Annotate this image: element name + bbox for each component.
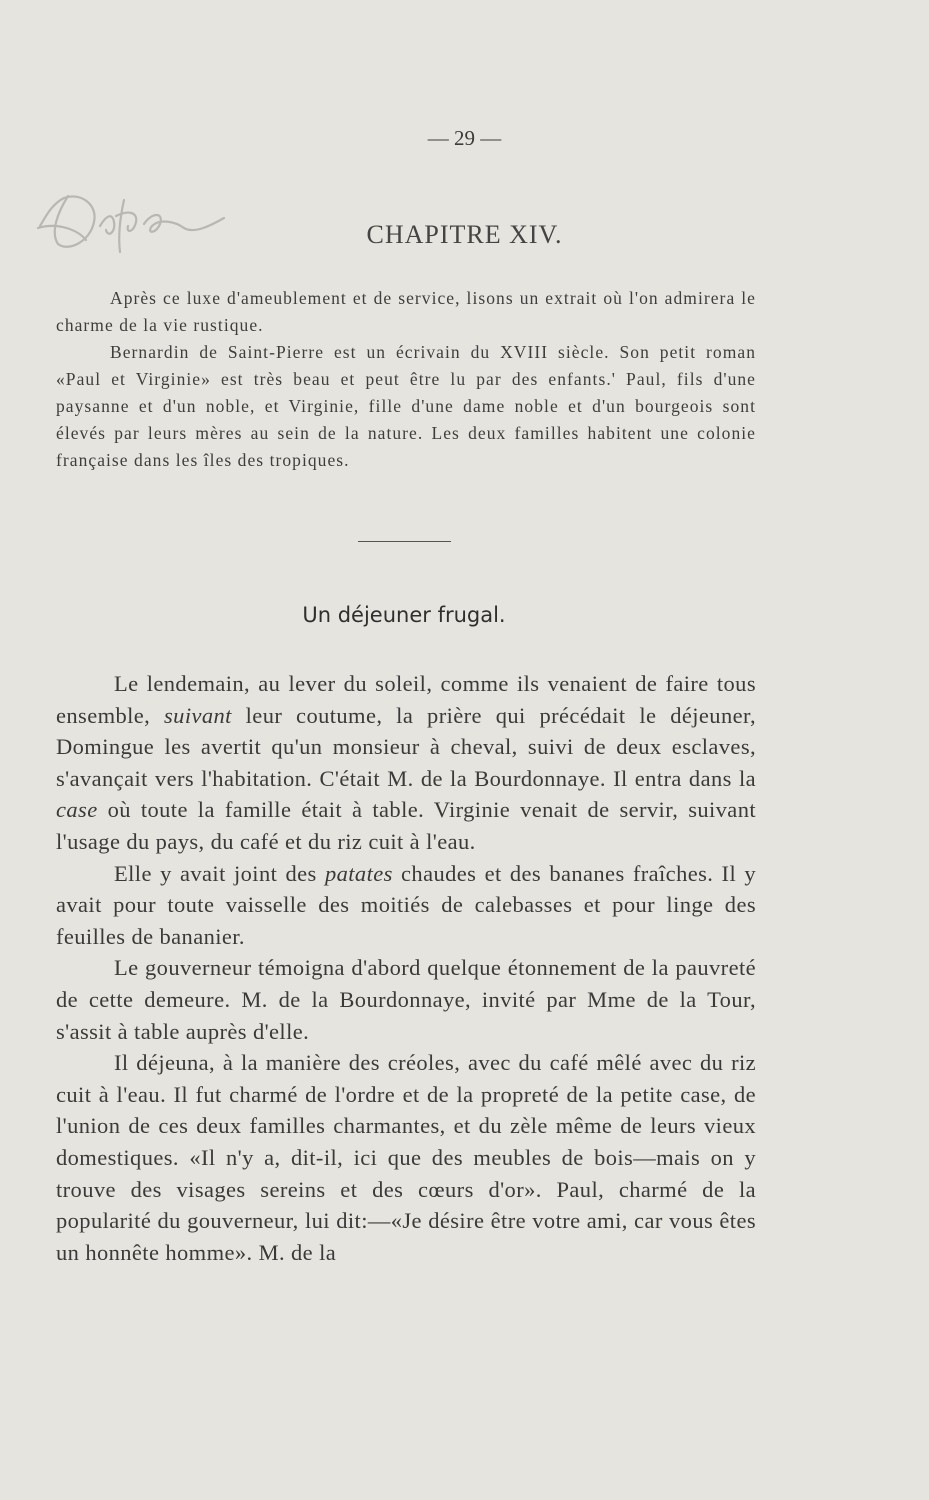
body-paragraph bbox=[56, 858, 756, 953]
italic-word: case bbox=[56, 797, 98, 823]
section-title: Un déjeuner frugal. bbox=[302, 603, 506, 627]
text-run: leur coutume, la prière qui précédait le déjeuner, Domingue les avertit qu'un monsieur à cheval, suivi de deux esclaves, s'avançait vers l'habitation. C'était M. de la Bourdonnaye. Il entra dans la bbox=[56, 702, 757, 791]
italic-word: patates bbox=[324, 860, 393, 886]
intro-paragraph: Après ce luxe d'ameublement et de service, lisons un extrait où l'on admirera le charme de la vie rustique. bbox=[56, 288, 756, 335]
body-paragraph bbox=[56, 668, 756, 858]
page-number: — 29 — bbox=[427, 126, 502, 150]
intro-paragraph: Bernardin de Saint-Pierre est un écrivain du XVIII siècle. Son petit roman «Paul et Virginie» est très beau et peut être lu par des enfants.' Paul, fils d'une paysanne et d'un noble, et Virginie, fille d'une dame noble et d'un bourgeois sont élevés par leurs mères au sein de la nature. Les deux familles habitent une colonie française dans les îles des tropiques. bbox=[56, 342, 756, 470]
chapter-title: CHAPITRE XIV. bbox=[366, 220, 563, 249]
italic-word: suivant bbox=[164, 702, 232, 728]
text-run: où toute la famille était à table. Virginie venait de servir, suivant l'usage du pays, du café et du riz cuit à l'eau. bbox=[56, 797, 756, 854]
body-paragraph: Il déjeuna, à la manière des créoles, avec du café mêlé avec du riz cuit à l'eau. Il fut charmé de l'ordre et de la propreté de la petite case, de l'union de ces deux familles charmantes, et du zèle même de leurs vieux domestiques. «Il n'y a, dit-il, ici que des meubles de bois—mais on y trouve des visages sereins et des cœurs d'or». Paul, charmé de la popularité du gouverneur, lui dit:—«Je désire être votre ami, car vous êtes un honnête homme». M. de la bbox=[56, 1050, 756, 1265]
text-run: chaudes et des bananes fraîches. Il y avait pour toute vaisselle des moitiés de calebasses et pour linge des feuilles de bananier. bbox=[56, 860, 757, 949]
chapter-introduction bbox=[56, 285, 756, 474]
body-paragraph: Le gouverneur témoigna d'abord quelque étonnement de la pauvreté de cette demeure. M. de la Bourdonnaye, invité par Mme de la Tour, s'assit à table auprès d'elle. bbox=[56, 955, 756, 1044]
section-separator bbox=[358, 541, 451, 542]
body-text bbox=[56, 668, 756, 1268]
text-run: Elle y avait joint des bbox=[114, 860, 325, 886]
text-run: Le lendemain, au lever du soleil, comme ils venaient de faire tous ensemble, bbox=[56, 671, 756, 728]
